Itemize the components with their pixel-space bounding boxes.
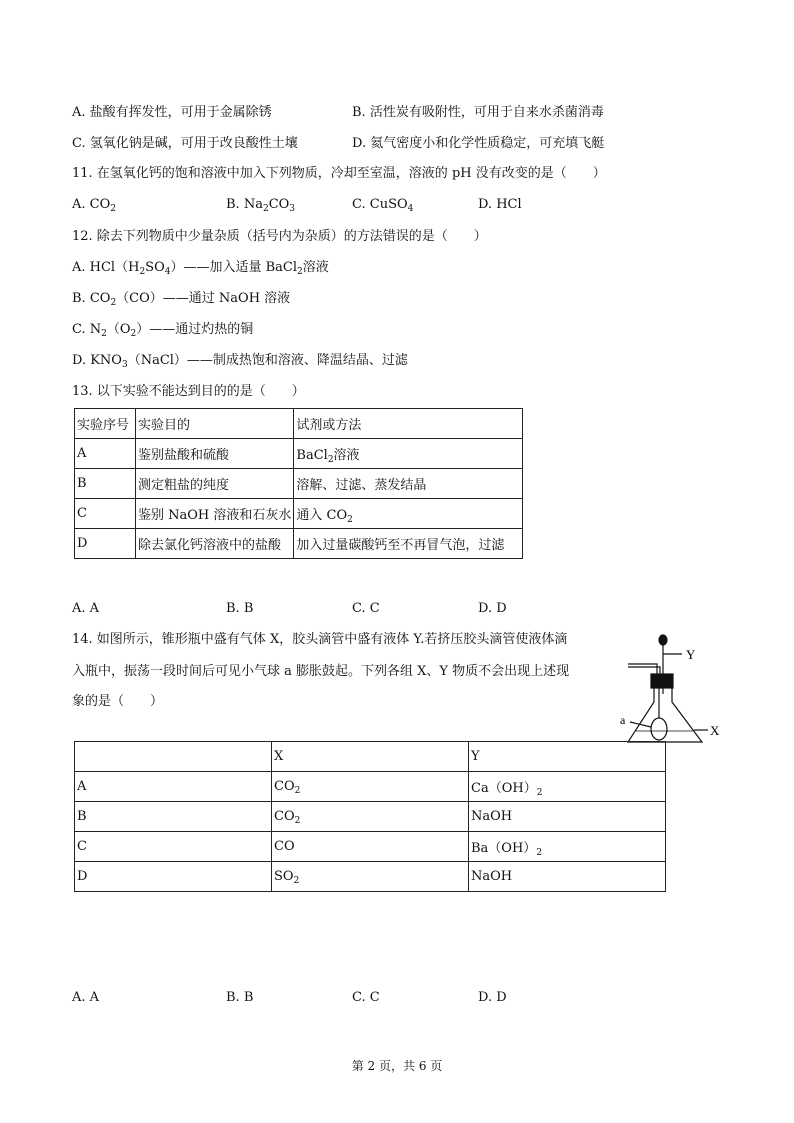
q12-option-b: B. $CO_2(CO)——$通过 NaOH 溶液 — [72, 291, 291, 308]
table-cell: D — [75, 529, 136, 559]
table-cell: 溶解、过滤、蒸发结晶 — [294, 469, 523, 499]
q11-stem: 11. 在氢氧化钙的饱和溶液中加入下列物质，冷却至室温，溶液的 pH 没有改变的是（ ） — [72, 166, 606, 181]
q11-option-a: A. $CO_2$ — [72, 197, 116, 214]
table-cell: D — [75, 862, 272, 892]
q12-option-d: D. $KNO_3(NaCl)——$制成热饱和溶液、降温结晶、过滤 — [72, 353, 408, 370]
q14-stem-line3: 象的是（ ） — [72, 694, 164, 709]
table-cell: 鉴别 NaOH 溶液和石灰水 — [136, 499, 294, 529]
table-cell: A — [75, 772, 272, 802]
table-cell: $CO_2$ — [272, 772, 469, 802]
page-footer: 第 2 页，共 6 页 — [351, 1059, 443, 1073]
header-cell: 试剂或方法 — [294, 409, 523, 439]
q11-option-b: B. $Na_2CO_3$ — [226, 197, 296, 214]
table-cell: $Ba(OH)_2$ — [469, 832, 666, 862]
table-cell: BaCl$_2$溶液 — [294, 439, 523, 469]
q13-table — [74, 408, 523, 559]
q11-option-d: D. HCl — [478, 197, 522, 212]
table-cell: C — [75, 832, 272, 862]
header-cell: Y — [469, 742, 666, 772]
q10-option-d: D. 氦气密度小和化学性质稳定，可充填飞艇 — [352, 136, 605, 151]
q12-option-a: A. $HCl(H_2SO_4)——$加入适量 BaCl$_2$溶液 — [72, 260, 329, 277]
table-header-row — [75, 742, 666, 772]
label-a: a — [620, 713, 626, 727]
table-cell: A — [75, 439, 136, 469]
table-cell: $SO_2$ — [272, 862, 469, 892]
q13-stem: 13. 以下实验不能达到目的的是（ ） — [72, 384, 305, 399]
table-row — [75, 772, 666, 802]
table-row — [75, 529, 523, 559]
table-cell: NaOH — [469, 862, 666, 892]
dropper-bulb — [659, 635, 667, 645]
q13-answer-a: A. A — [72, 601, 100, 616]
header-cell — [75, 742, 272, 772]
table-row — [75, 499, 523, 529]
q10-option-a: A. 盐酸有挥发性，可用于金属除锈 — [72, 105, 272, 120]
table-cell: CO — [272, 832, 469, 862]
header-cell: 实验序号 — [75, 409, 136, 439]
q10-option-c: C. 氢氧化钠是碱，可用于改良酸性土壤 — [72, 136, 298, 151]
q12-option-c: C. $N_2(O_2)——$通过灼热的铜 — [72, 322, 254, 339]
q13-answer-b: B. B — [226, 601, 254, 616]
q12-stem: 12. 除去下列物质中少量杂质（括号内为杂质）的方法错误的是（ ） — [72, 229, 487, 244]
q14-stem-line1: 14. 如图所示，锥形瓶中盛有气体 X，胶头滴管中盛有液体 Y.若挤压胶头滴管使液体滴 — [72, 632, 568, 647]
balloon — [651, 718, 667, 740]
q14-answer-d: D. D — [478, 990, 507, 1005]
table-cell: $Ca(OH)_2$ — [469, 772, 666, 802]
q13-answer-c: C. C — [352, 601, 380, 616]
header-cell: X — [272, 742, 469, 772]
table-row — [75, 862, 666, 892]
q10-option-b: B. 活性炭有吸附性，可用于自来水杀菌消毒 — [352, 105, 604, 120]
table-cell: $CO_2$ — [272, 802, 469, 832]
table-header-row — [75, 409, 523, 439]
table-cell: 除去氯化钙溶液中的盐酸 — [136, 529, 294, 559]
table-cell: 测定粗盐的纯度 — [136, 469, 294, 499]
table-row — [75, 802, 666, 832]
q13-answer-d: D. D — [478, 601, 507, 616]
stopper — [651, 674, 673, 688]
header-cell: 实验目的 — [136, 409, 294, 439]
label-x: X — [710, 723, 720, 738]
q14-stem-line2: 入瓶中，振荡一段时间后可见小气球 a 膨胀鼓起。下列各组 X、Y 物质不会出现上述现 — [72, 664, 570, 679]
table-cell: 通入 $CO_2$ — [294, 499, 523, 529]
table-cell: B — [75, 469, 136, 499]
table-cell: C — [75, 499, 136, 529]
table-cell: NaOH — [469, 802, 666, 832]
q14-table — [74, 741, 666, 892]
flask-body — [628, 688, 702, 742]
q14-answer-b: B. B — [226, 990, 254, 1005]
table-row — [75, 832, 666, 862]
table-cell: B — [75, 802, 272, 832]
q14-answer-c: C. C — [352, 990, 380, 1005]
table-cell: 鉴别盐酸和硫酸 — [136, 439, 294, 469]
label-y: Y — [686, 647, 696, 662]
table-cell: 加入过量碳酸钙至不再冒气泡，过滤 — [294, 529, 523, 559]
table-row — [75, 439, 523, 469]
q11-option-c: C. CuSO$_4$ — [352, 197, 414, 214]
flask-figure — [614, 630, 730, 748]
q14-answer-a: A. A — [72, 990, 100, 1005]
table-row — [75, 469, 523, 499]
